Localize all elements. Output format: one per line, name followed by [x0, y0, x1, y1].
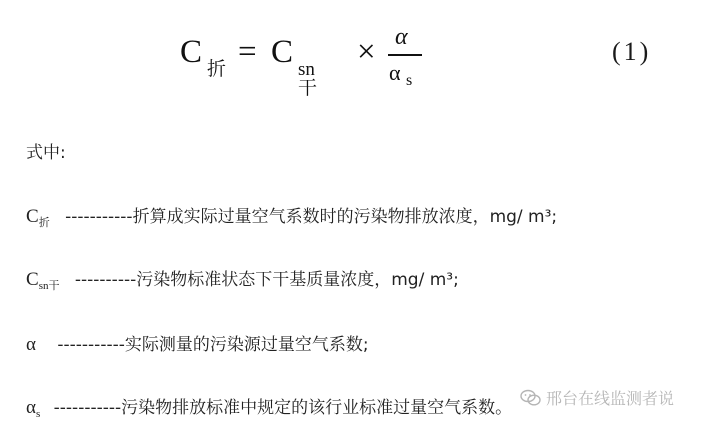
fraction-bar — [388, 54, 422, 56]
formula-equals: = — [238, 34, 257, 70]
definition-text: 污染物标准状态下干基质量浓度，mg/ m³; — [136, 270, 459, 290]
definition-symbol: $C_折$ — [26, 206, 50, 229]
definition-row — [26, 330, 369, 357]
wechat-icon — [520, 389, 542, 407]
definition-symbol: α — [26, 334, 36, 355]
definition-dashes: ----------- — [57, 335, 125, 355]
formula-rhs-subscript: sn 干 — [298, 59, 318, 99]
definition-text: 实际测量的污染源过量空气系数; — [124, 335, 369, 355]
definition-dashes: ----------- — [65, 207, 133, 227]
formula-numerator: α — [395, 24, 408, 50]
watermark — [520, 386, 674, 409]
formula-lhs-symbol: C — [180, 34, 203, 70]
formula-denominator-subscript: s — [406, 72, 413, 89]
formula-denominator: α — [389, 60, 401, 85]
definition-text: 折算成实际过量空气系数时的污染物排放浓度，mg/ m³; — [132, 207, 558, 227]
definition-row — [26, 202, 557, 230]
formula-lhs-subscript: 折 — [207, 59, 227, 80]
definition-symbol: $\alpha_s$ — [26, 397, 41, 420]
formula-times: × — [357, 34, 376, 70]
definition-symbol: $C_{sn干}$ — [26, 269, 60, 292]
definition-dashes: ----------- — [53, 398, 122, 418]
section-label: 式中: — [26, 143, 66, 163]
definition-dashes: ---------- — [74, 270, 137, 290]
definition-row — [26, 265, 459, 293]
equation-number: (1) — [612, 37, 652, 66]
formula-rhs-symbol: C — [271, 34, 294, 70]
definition-text: 污染物排放标准中规定的该行业标准过量空气系数。 — [121, 398, 513, 418]
definition-row — [26, 393, 512, 420]
watermark-text: 邢台在线监测者说 — [546, 389, 675, 408]
